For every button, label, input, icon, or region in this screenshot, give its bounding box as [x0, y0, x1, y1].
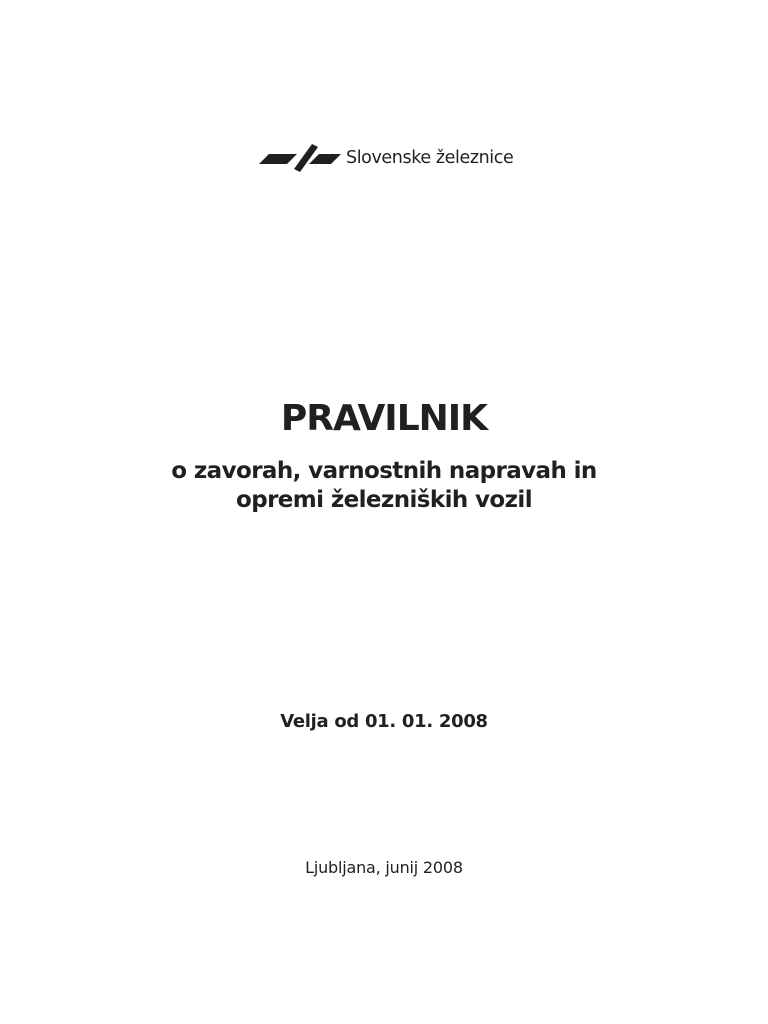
- slovenske-zeleznice-logo-icon: [257, 142, 341, 174]
- company-name: Slovenske železnice: [346, 148, 514, 169]
- validity-date: Velja od 01. 01. 2008: [280, 711, 488, 732]
- company-logo: [257, 142, 513, 174]
- subtitle-line-2: opremi železniških vozil: [236, 487, 532, 513]
- document-subtitle: [0, 457, 768, 515]
- place-and-date: Ljubljana, junij 2008: [305, 858, 463, 877]
- document-title: PRAVILNIK: [280, 398, 488, 439]
- subtitle-line-1: o zavorah, varnostnih napravah in: [171, 458, 597, 484]
